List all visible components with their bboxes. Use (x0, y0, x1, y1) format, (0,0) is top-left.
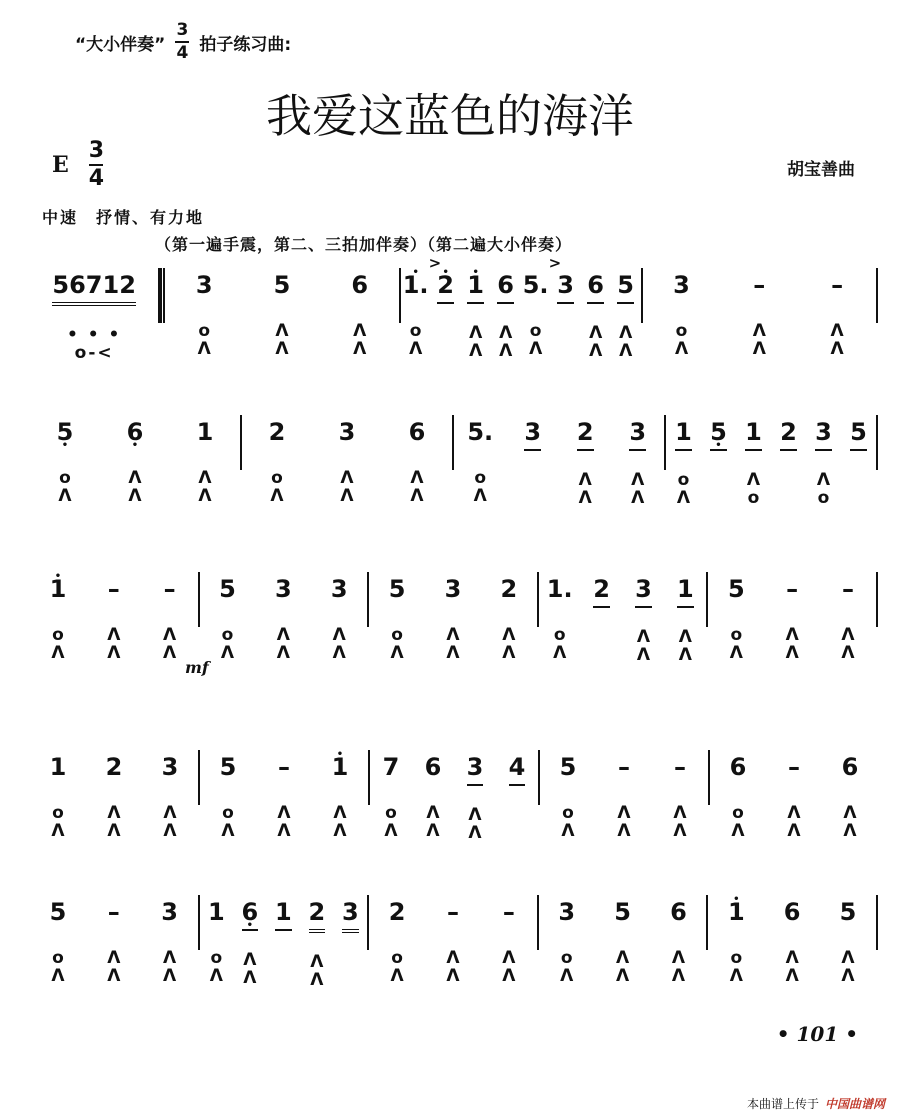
beat (552, 895, 582, 985)
beat (581, 268, 611, 360)
time-top: 3 (176, 20, 189, 40)
accompaniment-mark: Λ Λ (332, 625, 346, 663)
staff-row (30, 895, 878, 1005)
note: 2 (500, 575, 518, 603)
note: 5 (219, 575, 236, 603)
composer: 胡宝善曲 (787, 160, 855, 180)
beat (669, 415, 699, 507)
performance-instruction: （第一遍手震，第二、三拍加伴奏）（第二遍大小伴奏） (155, 235, 573, 254)
note: 3 (444, 575, 462, 603)
beat (302, 895, 332, 989)
beat (155, 572, 185, 662)
accompaniment-mark: ο Λ (58, 468, 72, 506)
song-title: 我爱这蓝色的海洋 (266, 89, 634, 143)
measure (370, 750, 540, 843)
accompaniment-mark: Λ Λ (671, 948, 685, 986)
note: – (163, 575, 176, 603)
accompaniment-mark: ο Λ (390, 948, 404, 986)
beat (335, 895, 365, 989)
note: 4 (509, 750, 526, 786)
note: 1. (546, 575, 573, 603)
measure (200, 572, 370, 663)
note: • 1 (50, 572, 67, 606)
measure (710, 750, 878, 841)
note: 6 (424, 753, 442, 781)
beat (213, 750, 243, 840)
measure (539, 572, 709, 665)
measure (369, 895, 539, 986)
note: 6 (587, 268, 604, 304)
beat (553, 750, 583, 840)
beat (401, 254, 442, 359)
beat (269, 750, 299, 840)
note: 2 (593, 572, 610, 608)
note: 5 (839, 898, 857, 926)
beat (521, 254, 562, 359)
beat (267, 268, 297, 358)
accent-mark: > (428, 254, 442, 272)
time-top: 3 (88, 138, 105, 163)
footer (747, 1095, 885, 1112)
accompaniment-mark: ο Λ (390, 625, 404, 663)
accompaniment-mark: ο Λ (270, 468, 284, 506)
accompaniment-mark: Λ Λ (340, 468, 354, 506)
accompaniment-mark: Λ Λ (107, 803, 121, 841)
measure (708, 895, 878, 986)
beat (623, 415, 653, 507)
accompaniment-mark: Λ Λ (787, 803, 801, 841)
accompaniment-mark (716, 471, 722, 507)
measure (200, 750, 370, 841)
accompaniment-mark: ο Λ (560, 948, 574, 986)
note: – (753, 271, 766, 299)
beat (268, 895, 298, 987)
accompaniment-mark: Λ Λ (426, 803, 440, 841)
beat (235, 895, 265, 987)
beat (822, 268, 852, 358)
accompaniment-mark: Λ Λ (499, 323, 513, 361)
beat (587, 572, 617, 664)
beat (551, 268, 581, 360)
accent-mark: > (548, 254, 562, 272)
accompaniment-mark: Λ Λ (617, 803, 631, 841)
accompaniment-mark: Λ Λ (841, 948, 855, 986)
note: – (278, 753, 290, 781)
accompaniment-mark: ο Λ (729, 625, 743, 663)
beat (739, 415, 769, 507)
accompaniment-mark: Λ Λ (843, 803, 857, 841)
note: 3 (524, 415, 541, 451)
accompaniment-mark: Λ Λ (107, 948, 121, 986)
beat (120, 415, 150, 505)
accompaniment-mark (443, 324, 449, 360)
beat (570, 415, 600, 507)
beat (491, 268, 521, 360)
beat (777, 572, 807, 662)
accompaniment-mark: ο Λ (220, 625, 235, 663)
beat (460, 750, 490, 842)
beat (268, 572, 298, 662)
subtitle-text-right: 拍子练习曲: (199, 34, 292, 55)
accompaniment-mark: ο Λ (561, 803, 575, 841)
note: 3 (342, 895, 359, 933)
measure (30, 895, 200, 986)
accompaniment-mark: Λ Λ (502, 948, 516, 986)
measure (242, 415, 454, 506)
time-bottom: 4 (88, 166, 105, 191)
beat (213, 572, 243, 662)
measure (401, 254, 643, 361)
accompaniment-mark: ο Λ (473, 468, 487, 506)
accompaniment-mark (530, 471, 536, 507)
beat (774, 415, 804, 507)
beat (438, 895, 468, 985)
accompaniment-mark: Λ Λ (752, 321, 766, 359)
accompaniment-mark: Λ Λ (785, 948, 799, 986)
measure (200, 895, 370, 990)
accompaniment-mark: ο Λ (731, 803, 745, 841)
note: • 1 (728, 895, 745, 929)
accompaniment-mark: ο Λ (729, 948, 743, 986)
note: 2 (268, 418, 286, 446)
note: 3 (161, 898, 178, 926)
note: 6 (670, 898, 687, 926)
accompaniment-mark: ο Λ (674, 321, 689, 359)
beat (190, 415, 220, 505)
measure (666, 415, 878, 508)
beat (494, 895, 524, 985)
beat (189, 268, 219, 358)
accompaniment-mark: ο Λ (676, 470, 691, 508)
note: 6 • (127, 415, 144, 449)
note: – (502, 898, 515, 926)
accompaniment-mark: Λ Λ (198, 468, 212, 506)
beat (704, 415, 734, 507)
beat (402, 415, 432, 505)
note: 3 (275, 575, 292, 603)
note: 3 (161, 753, 179, 781)
beat (502, 750, 532, 842)
accompaniment-mark: Λ Λ (353, 321, 367, 359)
note: 6 (783, 898, 801, 926)
note: – (842, 575, 855, 603)
note: – (831, 271, 844, 299)
beat (721, 572, 751, 662)
note: 5. (467, 418, 494, 446)
beat (332, 415, 362, 505)
site-logo[interactable]: 中国曲谱网 (824, 1097, 885, 1111)
note: 6 (497, 268, 514, 304)
beat (262, 415, 292, 505)
staff-row (30, 254, 878, 378)
note: 6 (841, 753, 859, 781)
measure (708, 572, 878, 663)
accompaniment-mark: Λ Λ (410, 468, 424, 506)
note: 56712 (52, 268, 136, 306)
tempo-marking: 中速 抒情、有力地 (42, 208, 205, 227)
beat (611, 268, 641, 360)
beat (324, 572, 354, 662)
note: – (674, 753, 686, 781)
accompaniment-mark (280, 951, 286, 987)
note: 3 (338, 418, 356, 446)
note: 5 (49, 898, 67, 926)
measure (540, 750, 710, 841)
beat (418, 750, 448, 840)
beat (438, 572, 468, 662)
beat (345, 268, 375, 358)
note: 7 (382, 753, 400, 781)
beat (629, 572, 659, 664)
measure (30, 572, 200, 663)
note: 1 (207, 898, 225, 926)
staff-row (30, 572, 878, 682)
accompaniment-mark: Λ Λ (107, 625, 121, 663)
accompaniment-mark: ο Λ (553, 625, 567, 663)
accompaniment-mark: Λ Λ (678, 627, 692, 665)
accompaniment-mark: ο Λ (409, 321, 423, 359)
accompaniment-mark: Λ Λ (589, 323, 603, 361)
accompaniment-mark: ο Λ (51, 803, 65, 841)
accompaniment-mark (514, 806, 520, 842)
note: 3 (558, 898, 576, 926)
crescendo-mark: o-< (74, 343, 114, 363)
accompaniment-mark (786, 471, 792, 507)
accompaniment-mark: Λ Λ (469, 323, 483, 361)
accompaniment-mark: Λ Λ (163, 803, 177, 841)
beat (723, 750, 753, 840)
accompaniment-mark: ο Λ (529, 321, 543, 359)
staff-row (30, 415, 878, 525)
accompaniment-mark: Λ Λ (502, 625, 516, 663)
accompaniment-mark (563, 324, 569, 360)
note: 5 • (710, 415, 727, 451)
beat (494, 572, 524, 662)
accompaniment-dots: • • • (66, 325, 122, 345)
accompaniment-mark (599, 628, 605, 664)
beat (667, 268, 697, 358)
accompaniment-mark: Λ Λ (636, 627, 651, 665)
accompaniment-mark: Λ Λ (841, 625, 855, 663)
accompaniment-mark: ο Λ (221, 803, 235, 841)
beat (382, 895, 412, 985)
beat (155, 895, 185, 985)
accompaniment-mark: Λ Λ (578, 470, 592, 508)
exercise-subtitle (75, 22, 291, 62)
note: – (446, 898, 459, 926)
beat (833, 895, 863, 985)
beat (201, 895, 231, 985)
note: 3 (195, 271, 213, 299)
measure (454, 415, 666, 508)
accompaniment-mark: Λ ο (816, 470, 831, 508)
beat (99, 895, 129, 985)
accompaniment-mark: Λ Λ (275, 321, 289, 359)
beat (608, 895, 638, 985)
note: 3 (673, 271, 690, 299)
accompaniment-mark (347, 953, 353, 989)
note: 3 (467, 750, 484, 786)
beat (155, 750, 185, 840)
measure (160, 268, 400, 359)
beat (609, 750, 639, 840)
measure (643, 268, 878, 359)
beat (376, 750, 406, 840)
accompaniment-mark: Λ Λ (619, 323, 633, 361)
accompaniment-mark: ο Λ (51, 948, 65, 986)
accompaniment-mark: ο Λ (197, 321, 211, 359)
beat (54, 268, 134, 362)
beat (431, 268, 461, 360)
accompaniment-mark: Λ Λ (163, 948, 177, 986)
beat (721, 895, 751, 985)
beat (99, 572, 129, 662)
beat (99, 750, 129, 840)
note: • 1 (467, 268, 484, 304)
footer-text: 本曲谱上传于 (746, 1097, 819, 1111)
note: 2 (309, 895, 326, 933)
accompaniment-mark: Λ Λ (243, 950, 257, 988)
measure (30, 415, 242, 506)
accompaniment-mark: Λ Λ (310, 952, 324, 990)
note: 3 (557, 268, 574, 304)
note: 2 (780, 415, 797, 451)
note: 5 (617, 268, 634, 304)
beat (665, 750, 695, 840)
note: 2 (105, 753, 123, 781)
note: 1 (275, 895, 292, 931)
beat (670, 572, 700, 664)
intro-measure (30, 268, 160, 363)
note: 5 (388, 575, 406, 603)
accompaniment-mark: Λ Λ (673, 803, 687, 841)
beat (50, 415, 80, 505)
beat (835, 750, 865, 840)
note: 1 (49, 753, 67, 781)
accompaniment-mark: Λ Λ (276, 625, 290, 663)
note: 3 (330, 575, 348, 603)
note: 5 • (57, 415, 74, 449)
time-bottom: 4 (176, 43, 189, 63)
accompaniment-mark: Λ Λ (468, 805, 482, 843)
note: 3 (815, 415, 832, 451)
beat (43, 895, 73, 985)
note: – (107, 898, 120, 926)
note: 5 (559, 753, 577, 781)
accompaniment-mark: Λ Λ (333, 803, 347, 841)
accompaniment-mark (67, 326, 121, 362)
note: 5 (727, 575, 745, 603)
accompaniment-mark: Λ Λ (785, 625, 799, 663)
beat (777, 895, 807, 985)
key-signature (52, 140, 104, 190)
accompaniment-mark: Λ Λ (830, 321, 844, 359)
note: 6 (729, 753, 747, 781)
note: 5 (219, 753, 237, 781)
note: 5 (850, 415, 867, 451)
beat (461, 268, 491, 360)
note: 5. > (523, 268, 549, 302)
time-signature (89, 140, 104, 190)
note: 1 (745, 415, 762, 451)
accompaniment-mark (856, 471, 862, 507)
beat (663, 895, 693, 985)
note: 2 (577, 415, 594, 451)
beat (844, 415, 874, 507)
accompaniment-mark: ο Λ (384, 803, 398, 841)
measure (539, 895, 709, 986)
note: – (788, 753, 800, 781)
page-number: • 101 • (776, 1022, 858, 1046)
accompaniment-mark: Λ ο (746, 470, 761, 508)
accompaniment-mark: Λ Λ (631, 470, 645, 508)
beat (518, 415, 548, 507)
accompaniment-mark: Λ Λ (277, 803, 291, 841)
note: 3 (635, 572, 652, 608)
beat (744, 268, 774, 358)
key-label: E (52, 152, 69, 178)
accompaniment-mark: Λ Λ (615, 948, 630, 986)
beat (465, 415, 495, 505)
staff-row (30, 750, 878, 860)
note: 6 (408, 418, 426, 446)
note: – (107, 575, 120, 603)
accompaniment-mark: ο Λ (209, 948, 223, 986)
dynamic-marking: mf (185, 658, 209, 677)
subtitle-time-signature (175, 22, 189, 62)
note: • 1 (332, 750, 349, 784)
note: 5 (614, 898, 631, 926)
note: 1 (196, 418, 214, 446)
accompaniment-mark: Λ Λ (163, 625, 177, 663)
measure (369, 572, 539, 663)
accompaniment-mark: ο Λ (51, 625, 65, 663)
beat (43, 572, 73, 662)
note: 6 (351, 271, 369, 299)
note: 3 (629, 415, 646, 451)
note: 1 (675, 415, 692, 451)
beat (325, 750, 355, 840)
beat (382, 572, 412, 662)
beat (545, 572, 575, 662)
note: • 2 (437, 268, 454, 304)
note: 1 (677, 572, 694, 608)
accompaniment-mark: Λ Λ (128, 468, 142, 506)
accompaniment-mark: Λ Λ (446, 625, 460, 663)
beat (779, 750, 809, 840)
accompaniment-mark: Λ Λ (446, 948, 460, 986)
beat (809, 415, 839, 507)
note: – (618, 753, 630, 781)
beat (833, 572, 863, 662)
subtitle-text: “大小伴奏” (75, 34, 166, 55)
note: 6 • (242, 895, 259, 931)
note: 2 (388, 898, 406, 926)
note: • 1. > (403, 268, 429, 302)
note: – (786, 575, 799, 603)
beat (43, 750, 73, 840)
measure (30, 750, 200, 841)
note: 5 (273, 271, 291, 299)
